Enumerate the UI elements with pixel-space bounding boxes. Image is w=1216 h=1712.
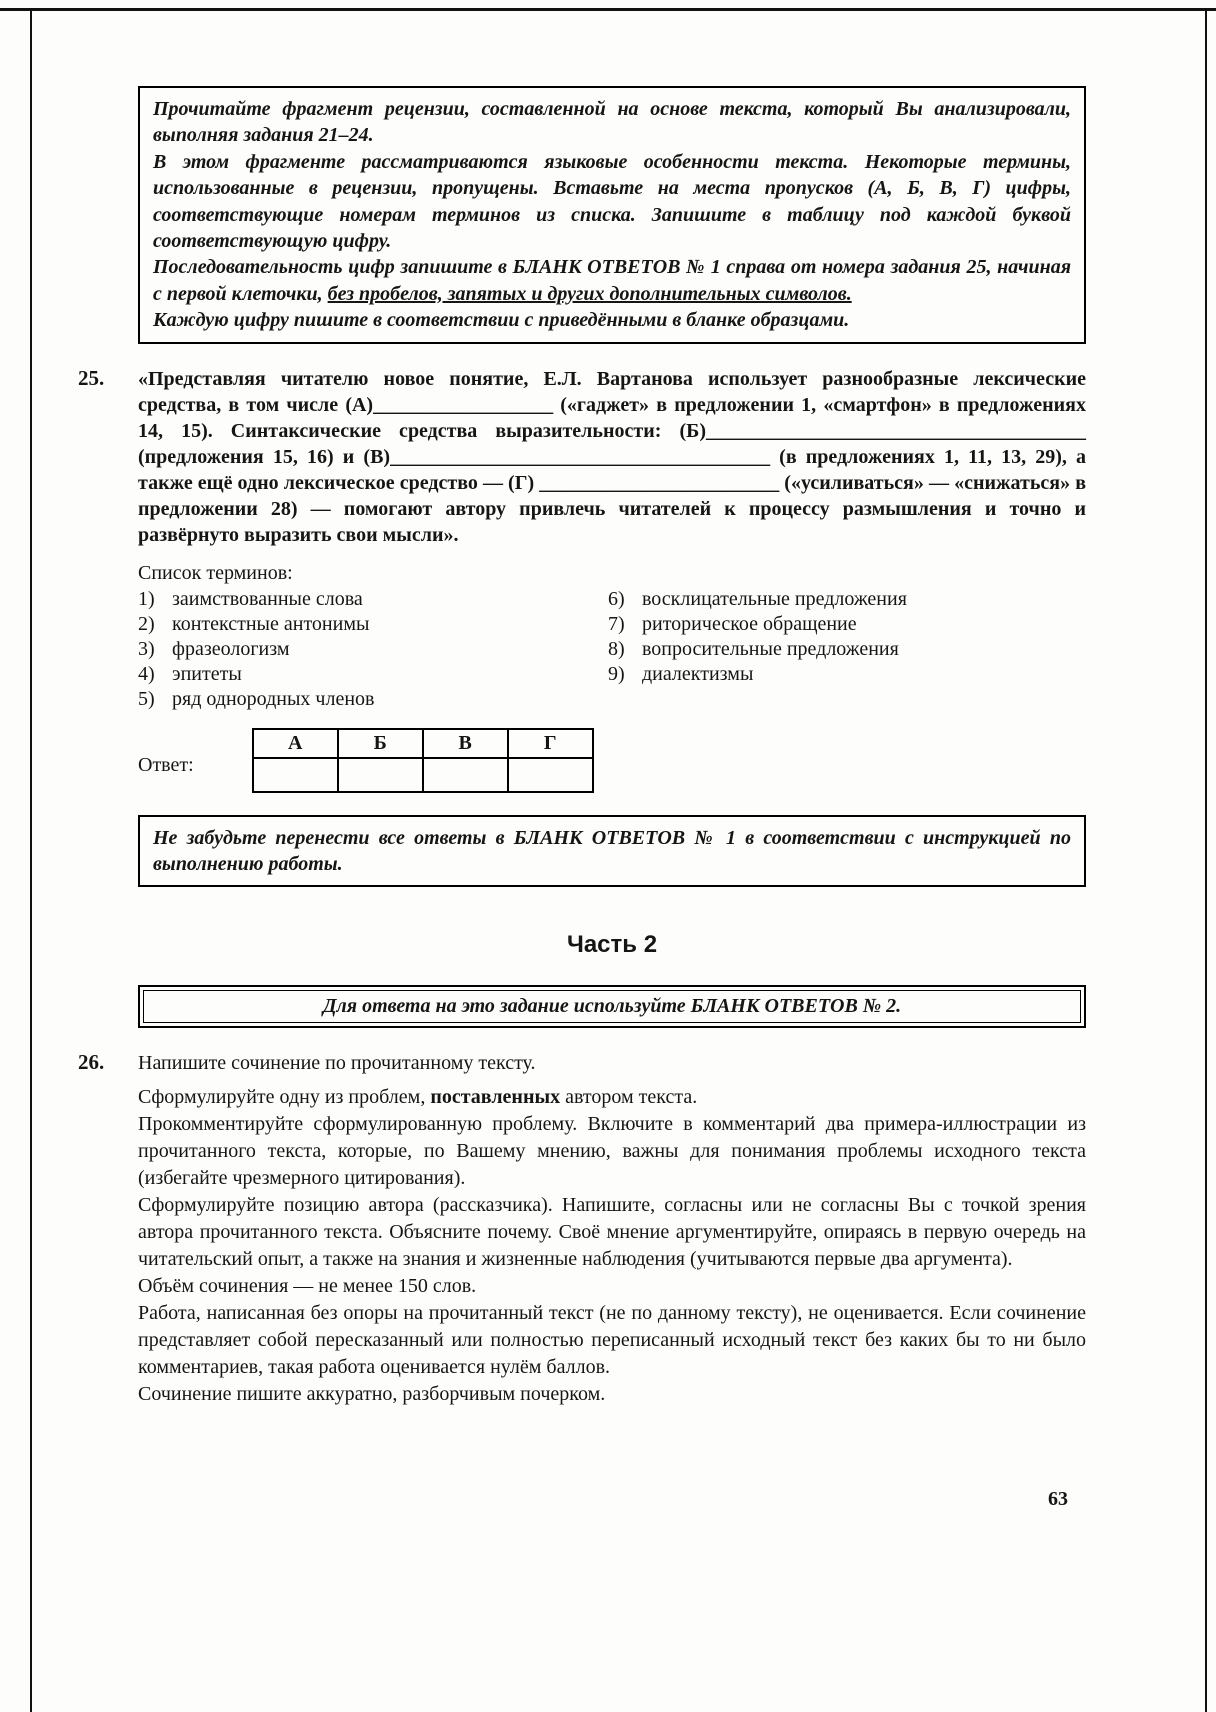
term-number: 5) xyxy=(138,687,155,710)
task-26-paragraph-2 xyxy=(138,1084,1086,1111)
transfer-answers-note-box xyxy=(138,815,1086,888)
answer-label: Ответ: xyxy=(138,753,194,776)
task-26-text-bold: поставленных xyxy=(430,1086,561,1109)
task-25-number: 25. xyxy=(78,365,105,390)
task-26-text: автором текста. xyxy=(560,1086,698,1109)
term-number: 6) xyxy=(608,587,625,610)
term-item xyxy=(138,687,608,712)
page-border-top xyxy=(0,8,1216,11)
term-number: 4) xyxy=(138,662,155,685)
instruction-paragraph-3 xyxy=(153,254,1071,307)
term-label: диалектизмы xyxy=(642,662,754,685)
term-label: контекстные антонимы xyxy=(172,612,370,635)
answer-header-v: В xyxy=(423,729,508,758)
task-25-text: «Представляя читателю новое понятие, Е.Л. Вартанова использует разнообразные лексические средства, в том числе (А)__________________ («гаджет» в предложении 1, «смартфон» в предложениях 14, 15). Синтаксические средства выразительности: (Б)______________________________________ (предложения 15, 16) и (В)______________________________________ (в предложениях 1, 11, 13, 29), а также ещё одно лексическое средство — (Г) ________________________ («усиливаться» — «снижаться» в предложении 28) — помогают автору привлечь читателей к процессу размышления и точно и развёрнуто выразить свои мысли». xyxy=(138,367,1086,546)
task-26-number: 26. xyxy=(78,1050,105,1075)
term-label: вопросительные предложения xyxy=(642,637,899,660)
term-number: 8) xyxy=(608,637,625,660)
page-number: 63 xyxy=(1048,1488,1068,1510)
instruction-paragraph-2: В этом фрагменте рассматриваются языковые особенности текста. Некоторые термины, использованные в рецензии, пропущены. Вставьте на места пропусков (А, Б, В, Г) цифры, соответствующие номерам терминов из списка. Запишите в таблицу под каждой буквой соответствующую цифру. xyxy=(153,150,1071,252)
instruction-text: Последовательность цифр запишите в БЛАНК ОТВЕТОВ № 1 справа от номера задания 25, начиная с первой клеточки, xyxy=(153,256,1071,305)
answer-header-a: А xyxy=(253,729,338,758)
term-item xyxy=(138,637,608,662)
term-item xyxy=(138,612,608,637)
terms-column-right xyxy=(608,587,1086,712)
answer-table-header-row xyxy=(253,729,593,758)
term-item xyxy=(608,662,1086,687)
page-border-left xyxy=(30,8,32,1712)
term-label: восклицательные предложения xyxy=(642,587,907,610)
terms-list xyxy=(138,587,1086,712)
term-label: фразеологизм xyxy=(172,637,290,660)
page-border-right xyxy=(1205,8,1207,1712)
answer-cell-g xyxy=(508,758,593,792)
task-26-paragraph-6: Работа, написанная без опоры на прочитанный текст (не по данному тексту), не оценивается. Если сочинение представляет собой пересказанный или полностью переписанный исходный текст без каких бы то ни было комментариев, такая работа оценивается нулём баллов. xyxy=(138,1302,1086,1379)
transfer-answers-note-text: Не забудьте перенести все ответы в БЛАНК ОТВЕТОВ № 1 в соответствии с инструкцией по выполнению работы. xyxy=(153,826,1071,875)
answer-cell-v xyxy=(423,758,508,792)
part2-heading: Часть 2 xyxy=(566,931,658,959)
blank2-note-text: Для ответа на это задание используйте БЛАНК ОТВЕТОВ № 2. xyxy=(322,995,902,1018)
term-number: 7) xyxy=(608,612,625,635)
term-label: ряд однородных членов xyxy=(172,687,375,710)
term-label: эпитеты xyxy=(172,662,242,685)
task-26-paragraph-3: Прокомментируйте сформулированную проблему. Включите в комментарий два примера-иллюстрации из прочитанного текста, которые, по Вашему мнению, важны для понимания проблемы исходного текста (избегайте чрезмерного цитирования). xyxy=(138,1113,1086,1190)
term-item xyxy=(608,637,1086,662)
term-label: заимствованные слова xyxy=(172,587,363,610)
answer-row xyxy=(138,728,1086,793)
task-25 xyxy=(78,366,1086,793)
term-item xyxy=(138,662,608,687)
term-item xyxy=(608,587,1086,612)
task-26-paragraph-4: Сформулируйте позицию автора (рассказчика). Напишите, согласны или не согласны Вы с точкой зрения автора прочитанного текста. Объясните почему. Своё мнение аргументируйте, опираясь в первую очередь на читательский опыт, а также на знания и жизненные наблюдения (учитываются первые два аргумента). xyxy=(138,1194,1086,1271)
task-26 xyxy=(78,1050,1086,1408)
answer-table-input-row xyxy=(253,758,593,792)
term-number: 1) xyxy=(138,587,155,610)
task-26-paragraph-5: Объём сочинения — не менее 150 слов. xyxy=(138,1275,477,1298)
answer-cell-b xyxy=(338,758,423,792)
term-number: 9) xyxy=(608,662,625,685)
term-label: риторическое обращение xyxy=(642,612,857,635)
term-item xyxy=(138,587,608,612)
answer-cell-a xyxy=(253,758,338,792)
instruction-paragraph-4: Каждую цифру пишите в соответствии с приведёнными в бланке образцами. xyxy=(153,309,850,332)
terms-list-title: Список терминов: xyxy=(138,561,293,584)
answer-table xyxy=(252,728,594,793)
instruction-text-underlined: без пробелов, запятых и других дополнительных символов. xyxy=(327,282,852,305)
term-number: 3) xyxy=(138,637,155,660)
task-26-paragraph-1: Напишите сочинение по прочитанному тексту. xyxy=(138,1052,536,1075)
instruction-box xyxy=(138,86,1086,344)
answer-header-g: Г xyxy=(508,729,593,758)
instruction-paragraph-1: Прочитайте фрагмент рецензии, составленной на основе текста, который Вы анализировали, выполняя задания 21–24. xyxy=(153,98,1071,147)
task-26-paragraph-7: Сочинение пишите аккуратно, разборчивым почерком. xyxy=(138,1383,606,1406)
blank2-note-box xyxy=(138,985,1086,1028)
term-number: 2) xyxy=(138,612,155,635)
task-26-text: Сформулируйте одну из проблем, xyxy=(138,1086,431,1109)
blank2-note-inner xyxy=(143,990,1081,1023)
terms-column-left xyxy=(138,587,608,712)
term-item xyxy=(608,612,1086,637)
answer-header-b: Б xyxy=(338,729,423,758)
exam-page-content xyxy=(78,86,1086,1408)
